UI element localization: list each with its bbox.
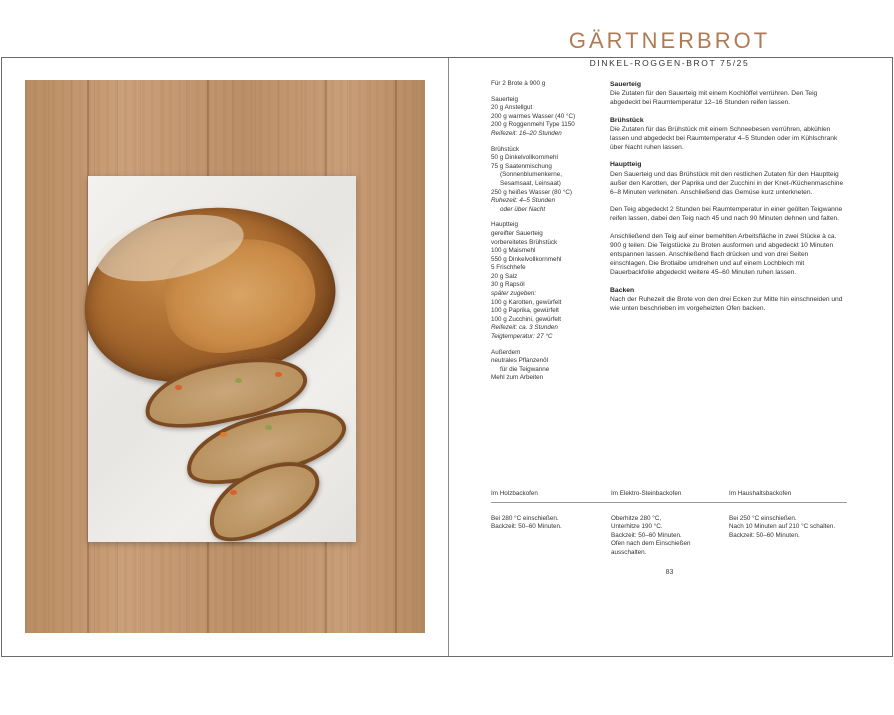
ingredient-gap <box>491 214 606 221</box>
step-text: Die Zutaten für das Brühstück mit einem Schneebesen verrühren, abkühlen lassen und abgedeckt bei Raumtemperatur 4–5 Stunden oder im Kühlschrank über Nacht ruhen lassen. <box>610 125 838 152</box>
step-heading: Brühstück <box>610 116 644 124</box>
oven-line: Backzeit: 50–60 Minuten. <box>491 523 562 531</box>
oven-heading: Im Elektro-Steinbackofen <box>611 490 682 497</box>
oven-line: Backzeit: 50–60 Minuten. <box>729 531 800 539</box>
ingredient-line: 100 g Karotten, gewürfelt <box>491 298 562 306</box>
page-gutter <box>448 58 449 656</box>
recipe-title: GÄRTNERBROT <box>568 28 771 53</box>
oven-line: ausschalten. <box>611 548 647 556</box>
oven-line: Bei 280 °C einschießen. <box>491 514 559 522</box>
step-text: Anschließend den Teig auf einer bemehlten Arbeitsfläche in zwei Stücke à ca. 900 g teilen. Die Teigstücke zu Broten ausformen und abgedeckt 10 Minuten entspannen lassen. Anschließend flach drücken und von drei Seiten einschlagen. Die Brotlaibe umdrehen und auf einem Lochblech mit Dauerbackfolie abgedeckt weitere 45–60 Minuten ruhen lassen. <box>610 232 837 277</box>
ingredient-line: 100 g Paprika, gewürfelt <box>491 307 559 315</box>
step-heading: Backen <box>610 286 635 294</box>
ingredient-line: 200 g Roggenmehl Type 1150 <box>491 121 575 129</box>
carrot-piece <box>230 490 237 495</box>
oven-line: Ofen nach dem Einschießen <box>611 540 691 548</box>
ingredient-line: oder über Nacht <box>500 205 546 213</box>
ingredient-line: Reifezeit: ca. 3 Stunden <box>491 324 558 332</box>
oven-instructions <box>491 515 609 532</box>
oven-line: Backzeit: 50–60 Minuten. <box>611 531 682 539</box>
ingredient-gap <box>491 342 606 349</box>
step-heading: Sauerteig <box>610 81 641 88</box>
ingredient-line: 250 g heißes Wasser (80 °C) <box>491 188 573 196</box>
ingredient-line: Mehl zum Arbeiten <box>491 374 544 382</box>
page-number: 83 <box>665 569 674 576</box>
ingredient-line: Außerdem <box>491 348 521 356</box>
carrot-piece <box>175 385 182 390</box>
oven-heading: Im Haushaltsbackofen <box>729 490 792 497</box>
oven-column-wood <box>491 490 609 532</box>
oven-heading: Im Holzbackofen <box>491 490 538 497</box>
ingredient-line: 200 g warmes Wasser (40 °C) <box>491 112 576 120</box>
ingredient-line: 20 g Salz <box>491 272 518 280</box>
step-text: Den Sauerteig und das Brühstück mit den restlichen Zutaten für den Hauptteig außer den Karotten, der Paprika und der Zucchini in der Knet-/Küchenmaschine 6–8 Minuten verkneten. Anschließend das Gemüse kurz unterkneten. <box>610 170 844 197</box>
method-steps <box>610 80 845 321</box>
ingredient-line: Hauptteig <box>491 221 518 229</box>
ingredient-line: Brühstück <box>491 145 519 153</box>
plank-seam <box>395 80 397 633</box>
zucchini-piece <box>235 378 242 383</box>
ingredient-line: 550 g Dinkelvollkornmehl <box>491 255 562 263</box>
ingredient-line: 50 g Dinkelvollkornmehl <box>491 154 558 162</box>
ingredient-line: 30 g Rapsöl <box>491 281 525 289</box>
oven-instructions <box>611 515 729 558</box>
ingredient-line: neutrales Pflanzenöl <box>491 357 549 365</box>
oven-line: Nach 10 Minuten auf 210 °C schalten. <box>729 523 836 531</box>
ingredient-line: 75 g Saatenmischung <box>491 162 552 170</box>
recipe-subtitle: DINKEL-ROGGEN-BROT 75/25 <box>589 58 750 68</box>
ingredient-line: (Sonnenblumenkerne, <box>500 171 562 179</box>
oven-instructions <box>729 515 847 541</box>
ingredient-line: Reifezeit: 16–20 Stunden <box>491 129 562 137</box>
oven-line: Oberhitze 280 °C, <box>611 514 662 522</box>
ingredient-line: 20 g Anstellgut <box>491 104 533 112</box>
ingredient-line: vorbereitetes Brühstück <box>491 238 558 246</box>
oven-line: Bei 250 °C einschießen. <box>729 514 797 522</box>
ingredient-line: für die Teigwanne <box>500 365 550 373</box>
carrot-piece <box>220 432 227 437</box>
ingredient-line: Sesamsaat, Leinsaat) <box>500 179 561 187</box>
ingredient-gap <box>491 139 606 146</box>
ingredient-line: Teigtemperatur: 27 °C <box>491 333 553 341</box>
step-text: Nach der Ruhezeit die Brote von den drei Ecken zur Mitte hin einschneiden und wie unten beschrieben im vorgeheizten Ofen backen. <box>610 295 843 313</box>
ingredient-line: später zugeben: <box>491 290 537 298</box>
ingredient-line: Ruhezeit: 4–5 Stunden <box>491 197 556 205</box>
ingredient-line: Für 2 Brote à 900 g <box>491 80 546 87</box>
step-text: Die Zutaten für den Sauerteig mit einem Kochlöffel verrühren. Den Teig abgedeckt bei Raumtemperatur 12–16 Stunden reifen lassen. <box>610 90 818 107</box>
ingredient-line: 100 g Zucchini, gewürfelt <box>491 315 562 323</box>
oven-column-stone <box>611 490 729 558</box>
carrot-piece <box>275 372 282 377</box>
oven-column-home <box>729 490 847 540</box>
bread-photo <box>25 80 425 633</box>
zucchini-piece <box>265 425 272 430</box>
step-text: Den Teig abgedeckt 2 Stunden bei Raumtemperatur in einer geölten Teigwanne reifen lassen, dabei den Teig nach 45 und nach 90 Minuten dehnen und falten. <box>610 206 843 223</box>
ingredient-line: gereifter Sauerteig <box>491 229 543 237</box>
ingredient-line: 100 g Maismehl <box>491 247 536 255</box>
ingredient-line: Sauerteig <box>491 95 518 103</box>
oven-line: Unterhitze 190 °C. <box>611 523 663 531</box>
step-heading: Hauptteig <box>610 161 642 169</box>
ingredient-gap <box>491 89 606 96</box>
ingredient-list <box>491 80 606 383</box>
ingredient-line: 5 Frischhefe <box>491 264 526 272</box>
